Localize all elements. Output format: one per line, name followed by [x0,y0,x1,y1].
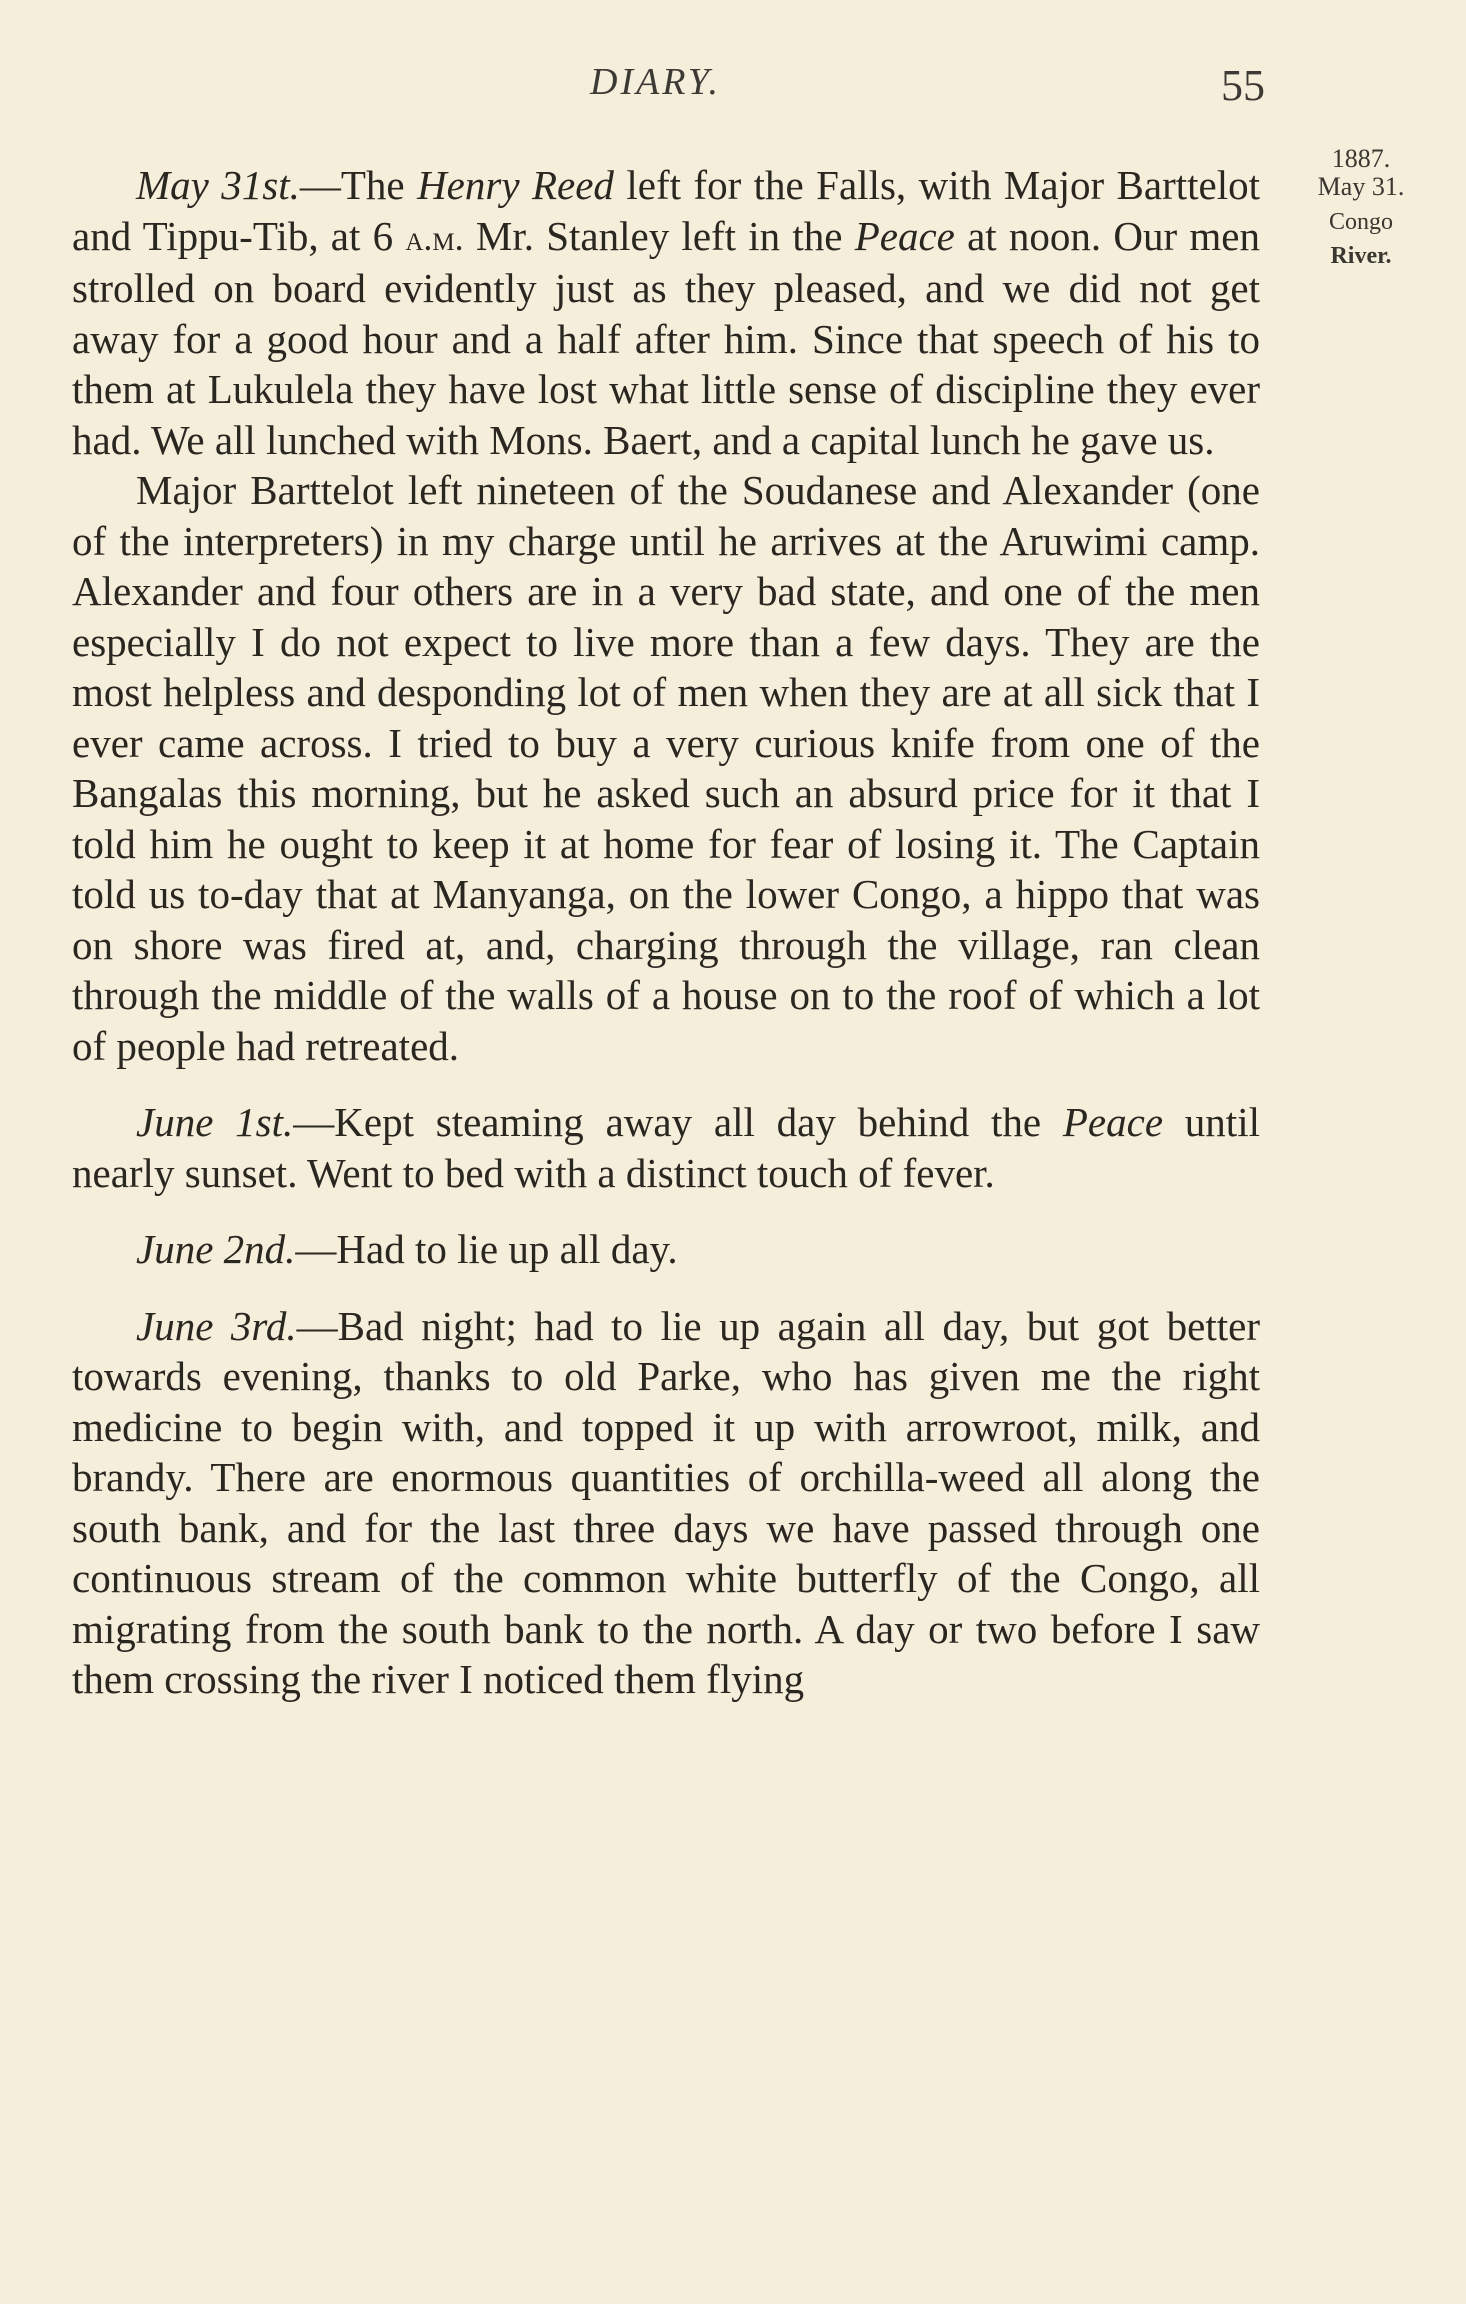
entry-may-31-continued: Major Barttelot left nineteen of the Soudanese and Alexander (one of the interpreters) in my charge until he arrives at the Aruwimi camp. Alexander and four others are in a very bad state, and one of the men especially I do not expect to live more than a few days. They are the most helpless and desponding lot of men when they are at all sick that I ever came across. I tried to buy a very curious knife from one of the Bangalas this morning, but he asked such an absurd price for it that I told him he ought to keep it at home for fear of losing it. The Captain told us to-day that at Manyanga, on the lower Congo, a hippo that was on shore was fired at, and, charging through the village, ran clean through the middle of the walls of a house on to the roof of which a lot of people had retreated. [72,467,1260,1069]
entry-text: at noon. Our men strolled on board evidently just as they pleased, and we did not get away for a good hour and a half after him. Since that speech of his to them at Lukulela they have lost what little sense of discipline they ever had. We all lunched with Mons. Baert, and a capital lunch he gave us. [72,212,1260,463]
entry-june-1 [72,1097,1260,1198]
running-title: DIARY. [590,61,721,103]
entry-june-3 [72,1301,1260,1705]
margin-note [1296,146,1426,268]
page-number: 55 [1221,61,1265,110]
entry-date: June 1st. [136,1099,294,1145]
entry-text: until nearly sunset. Went to bed with a distinct touch of fever. [72,1099,1260,1196]
ship-name: Henry Reed [417,162,614,208]
diary-text [72,160,1260,1705]
ship-name: Peace [1062,1099,1164,1145]
entry-date: June 2nd. [136,1226,296,1272]
entry-june-2 [72,1224,1260,1275]
entry-may-31 [72,160,1260,465]
entry-date: May 31st. [136,162,300,208]
margin-place-line2: River. [1330,243,1392,269]
entry-text: —Bad night; had to lie up again all day, but got better towards evening, thanks to old Parke, who has given me the right medicine to begin with, and topped it up with arrowroot, milk, and brandy. There are enormous quantities of orchilla-weed all along the south bank, and for the last three days we have passed through one continuous stream of the common white butterfly of the Congo, all migrating from the south bank to the north. A day or two before I saw them crossing the river I noticed them flying [72,1302,1260,1702]
page-header [590,60,1265,120]
entry-text: Mr. Stanley left in the [463,212,855,259]
margin-year: 1887. [1331,144,1391,173]
entry-text: —Kept steaming away all day behind the [293,1099,1063,1145]
margin-date: May 31. [1317,172,1405,201]
entry-date: June 3rd. [136,1302,297,1349]
time-marker: a.m. [405,217,464,258]
ship-name: Peace [854,212,955,259]
entry-text: —The [299,162,418,208]
entry-text: left for the Falls, with Major Barttelot and Tippu-Tib, at 6 [72,162,1261,259]
margin-place-line1: Congo [1328,209,1393,235]
entry-text: —Had to lie up all day. [295,1226,678,1272]
